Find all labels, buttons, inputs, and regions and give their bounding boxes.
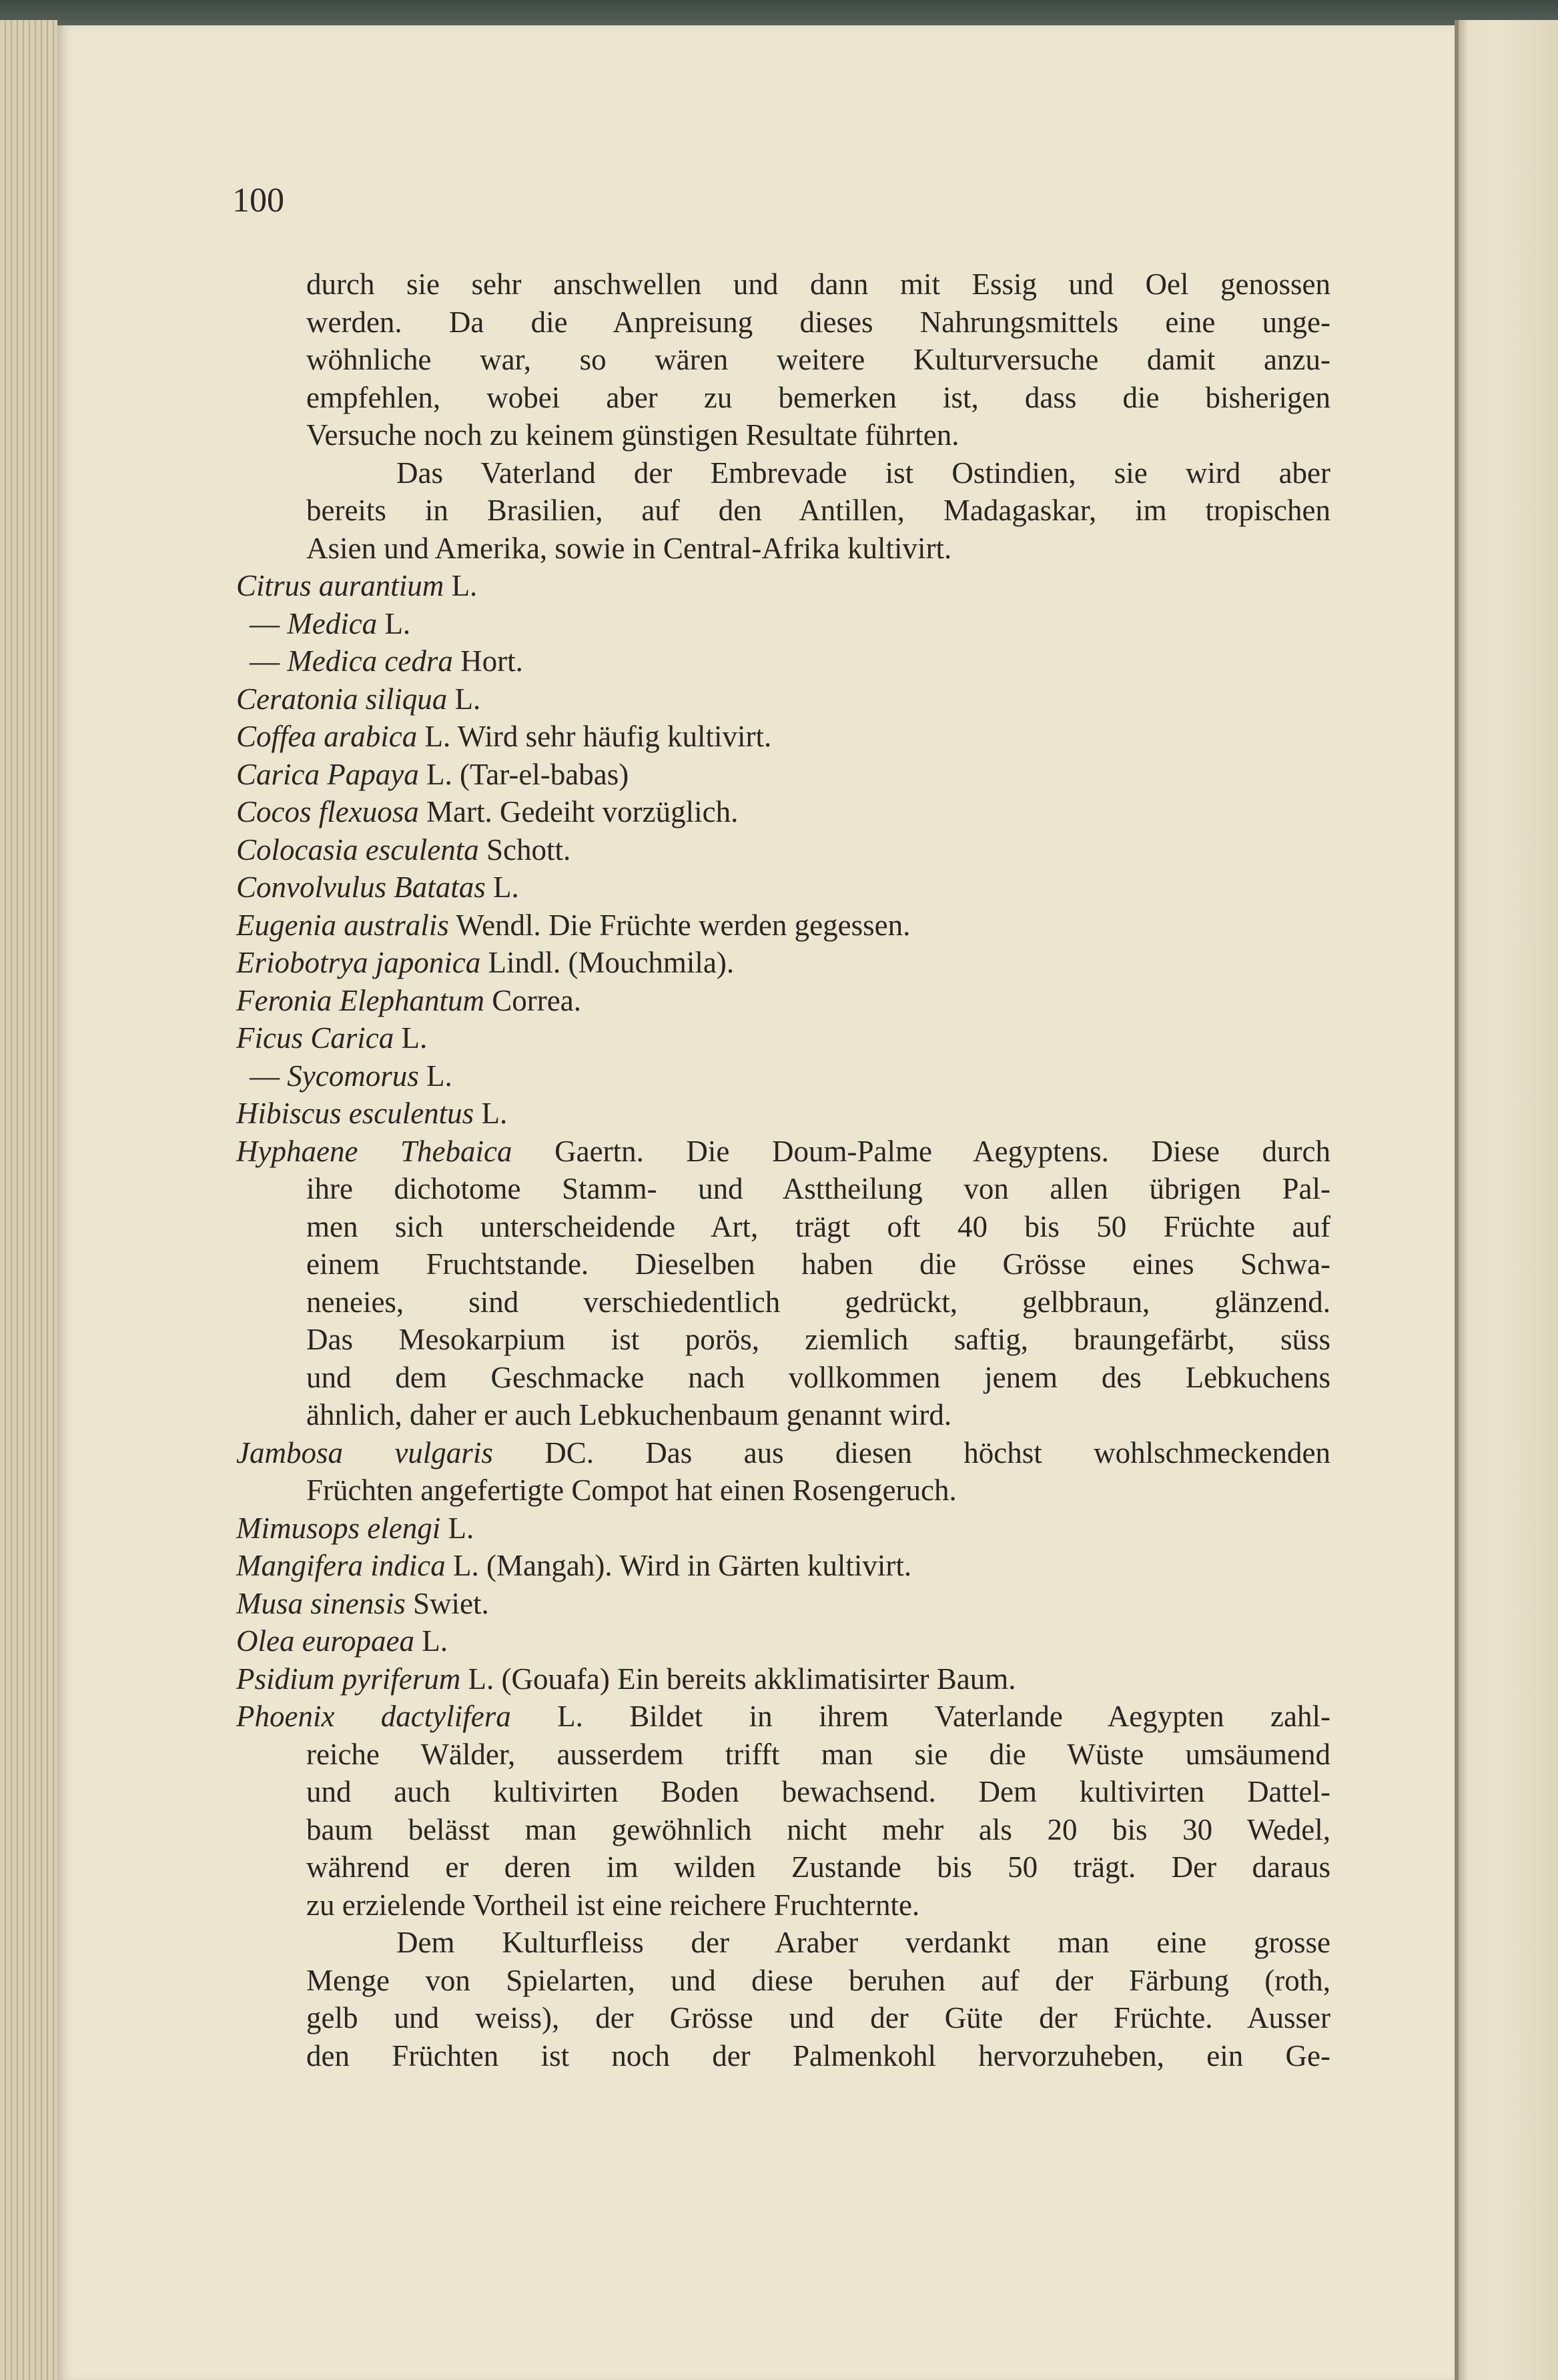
species-name: Medica — [287, 606, 378, 640]
ditto-dash: — — [250, 1059, 288, 1093]
line-text: neneies, sind verschiedentlich gedrückt, gelbbraun, glänzend. — [306, 1285, 1330, 1319]
species-name: Mangifera indica — [236, 1549, 446, 1582]
text-line — [236, 1999, 1330, 2037]
page-edges — [0, 20, 57, 2380]
species-note: Mart. Gedeiht vorzüglich. — [418, 795, 739, 828]
species-entry-line — [236, 1133, 1330, 1171]
line-text: gelb und weiss), der Grösse und der Güte der Früchte. Ausser — [306, 2001, 1330, 2034]
species-entry-line — [236, 605, 1330, 643]
species-entry-line — [236, 756, 1330, 794]
species-entry-line — [236, 831, 1330, 869]
species-name: Convolvulus Batatas — [236, 870, 486, 904]
species-entry-line — [236, 944, 1330, 982]
ditto-dash: — — [250, 606, 288, 640]
species-note: DC. Das aus diesen höchst wohlschmeckenden — [492, 1435, 1330, 1469]
species-entry-line — [236, 680, 1330, 718]
page-body — [236, 265, 1330, 2074]
species-entry-line — [236, 1660, 1330, 1698]
species-name: Feronia Elephantum — [236, 983, 485, 1017]
text-line — [236, 1811, 1330, 1849]
species-name: Ficus Carica — [236, 1021, 394, 1055]
species-name: Hyphaene Thebaica — [236, 1134, 512, 1168]
species-name: Eugenia australis — [236, 908, 449, 942]
species-note: L. — [440, 1511, 474, 1545]
line-text: reiche Wälder, ausserdem trifft man sie die Wüste umsäumend — [306, 1737, 1330, 1771]
species-name: Citrus aurantium — [236, 569, 444, 602]
text-line — [236, 1396, 1330, 1434]
line-text: men sich unterscheidende Art, trägt oft 40 bis 50 Früchte auf — [306, 1209, 1330, 1243]
text-line — [236, 1321, 1330, 1359]
text-line — [236, 1886, 1330, 1924]
line-text: ihre dichotome Stamm- und Asttheilung von allen übrigen Pal- — [306, 1172, 1330, 1205]
species-name: Cocos flexuosa — [236, 795, 419, 828]
species-note: Wendl. Die Früchte werden gegessen. — [448, 908, 911, 942]
text-line — [236, 1245, 1330, 1283]
ditto-dash: — — [250, 644, 288, 678]
species-note: L. Bildet in ihrem Vaterlande Aegypten zahl- — [510, 1700, 1330, 1733]
line-text: den Früchten ist noch der Palmenkohl hervorzuheben, ein Ge- — [306, 2038, 1330, 2072]
species-name: Eriobotrya japonica — [236, 946, 481, 979]
species-name: Ceratonia siliqua — [236, 682, 448, 716]
species-note: L. Wird sehr häufig kultivirt. — [417, 720, 772, 753]
species-note: L. (Tar-el-babas) — [418, 757, 629, 791]
text-line — [236, 1736, 1330, 1774]
text-line — [236, 1359, 1330, 1397]
text-line — [236, 1773, 1330, 1811]
species-name: Colocasia esculenta — [236, 832, 479, 866]
species-name: Hibiscus esculentus — [236, 1097, 474, 1130]
text-line — [236, 416, 1330, 454]
species-name: Musa sinensis — [236, 1586, 406, 1620]
species-entry-line — [236, 868, 1330, 907]
species-note: L. — [418, 1059, 452, 1093]
species-note: Correa. — [484, 983, 581, 1017]
species-name: Olea europaea — [236, 1624, 415, 1658]
species-name: Sycomorus — [287, 1059, 419, 1093]
line-text: Menge von Spielarten, und diese beruhen auf der Färbung (roth, — [306, 1963, 1330, 1997]
line-text: ähnlich, daher er auch Lebkuchenbaum genannt wird. — [306, 1398, 952, 1431]
species-name: Phoenix dactylifera — [236, 1700, 511, 1733]
line-text: Dem Kulturfleiss der Araber verdankt man eine grosse — [396, 1926, 1330, 1959]
line-text: während er deren im wilden Zustande bis 50 trägt. Der daraus — [306, 1850, 1330, 1884]
text-line — [236, 304, 1330, 342]
species-entry-line — [236, 793, 1330, 831]
species-note: Schott. — [478, 832, 571, 866]
species-entry-line — [236, 982, 1330, 1020]
line-text: und dem Geschmacke nach vollkommen jenem des Lebkuchens — [306, 1360, 1330, 1394]
text-line — [236, 379, 1330, 417]
species-entry-line — [236, 1434, 1330, 1472]
species-entry-line — [236, 567, 1330, 605]
species-entry-line — [236, 1019, 1330, 1057]
species-note: L. — [394, 1021, 428, 1055]
species-name: Coffea arabica — [236, 720, 418, 753]
line-text: empfehlen, wobei aber zu bemerken ist, dass die bisherigen — [306, 380, 1330, 414]
line-text: Asien und Amerika, sowie in Central-Afrika kultivirt. — [306, 531, 952, 565]
line-text: wöhnliche war, so wären weitere Kulturversuche damit anzu- — [306, 343, 1330, 376]
text-line — [236, 1170, 1330, 1208]
text-line — [236, 1924, 1330, 1962]
species-name: Mimusops elengi — [236, 1511, 441, 1545]
species-entry-line — [236, 1622, 1330, 1660]
species-note: L. — [444, 569, 478, 602]
text-line — [236, 2037, 1330, 2075]
line-text: einem Fruchtstande. Dieselben haben die Grösse eines Schwa- — [306, 1247, 1330, 1281]
species-entry-line — [236, 1057, 1330, 1095]
text-line — [236, 454, 1330, 492]
line-text: werden. Da die Anpreisung dieses Nahrungsmittels eine unge- — [306, 305, 1330, 339]
species-name: Medica cedra — [287, 644, 453, 678]
species-note: L. — [377, 606, 411, 640]
line-text: Das Mesokarpium ist porös, ziemlich saftig, braungefärbt, süss — [306, 1323, 1330, 1356]
line-text: Früchten angefertigte Compot hat einen Rosengeruch. — [306, 1473, 957, 1507]
species-entry-line — [236, 907, 1330, 945]
species-note: L. (Mangah). Wird in Gärten kultivirt. — [445, 1549, 912, 1582]
line-text: bereits in Brasilien, auf den Antillen, Madagaskar, im tropischen — [306, 494, 1330, 527]
species-entry-line — [236, 1698, 1330, 1736]
page-number: 100 — [232, 181, 284, 219]
species-note: Hort. — [452, 644, 523, 678]
species-entry-line — [236, 1510, 1330, 1548]
species-entry-line — [236, 642, 1330, 680]
species-note: L. (Gouafa) Ein bereits akklimatisirter Baum. — [460, 1662, 1016, 1696]
species-note: L. — [447, 682, 481, 716]
line-text: Das Vaterland der Embrevade ist Ostindien, sie wird aber — [396, 456, 1330, 490]
text-line — [236, 1208, 1330, 1246]
line-text: und auch kultivirten Boden bewachsend. Dem kultivirten Dattel- — [306, 1775, 1330, 1808]
text-line — [236, 265, 1330, 304]
text-line — [236, 1283, 1330, 1321]
species-note: L. — [474, 1097, 508, 1130]
species-entry-line — [236, 1585, 1330, 1623]
species-note: Gaertn. Die Doum-Palme Aegyptens. Diese durch — [512, 1134, 1330, 1168]
text-line — [236, 530, 1330, 568]
text-line — [236, 1848, 1330, 1886]
line-text: baum belässt man gewöhnlich nicht mehr als 20 bis 30 Wedel, — [306, 1812, 1330, 1846]
species-entry-line — [236, 718, 1330, 756]
species-name: Psidium pyriferum — [236, 1662, 461, 1696]
species-entry-line — [236, 1547, 1330, 1585]
species-name: Jambosa vulgaris — [236, 1435, 493, 1469]
line-text: Versuche noch zu keinem günstigen Resultate führten. — [306, 418, 959, 452]
species-entry-line — [236, 1095, 1330, 1133]
text-line — [236, 1471, 1330, 1510]
line-text: zu erzielende Vortheil ist eine reichere Fruchternte. — [306, 1888, 920, 1922]
text-line — [236, 1962, 1330, 2000]
book-cover-edge — [0, 0, 1558, 28]
species-note: L. — [485, 870, 519, 904]
facing-page — [1459, 20, 1558, 2380]
text-line — [236, 492, 1330, 530]
species-note: L. — [414, 1624, 448, 1658]
text-line — [236, 341, 1330, 379]
species-note: Swiet. — [405, 1586, 489, 1620]
species-note: Lindl. (Mouchmila). — [480, 946, 735, 979]
species-name: Carica Papaya — [236, 757, 419, 791]
line-text: durch sie sehr anschwellen und dann mit Essig und Oel genossen — [306, 267, 1330, 301]
